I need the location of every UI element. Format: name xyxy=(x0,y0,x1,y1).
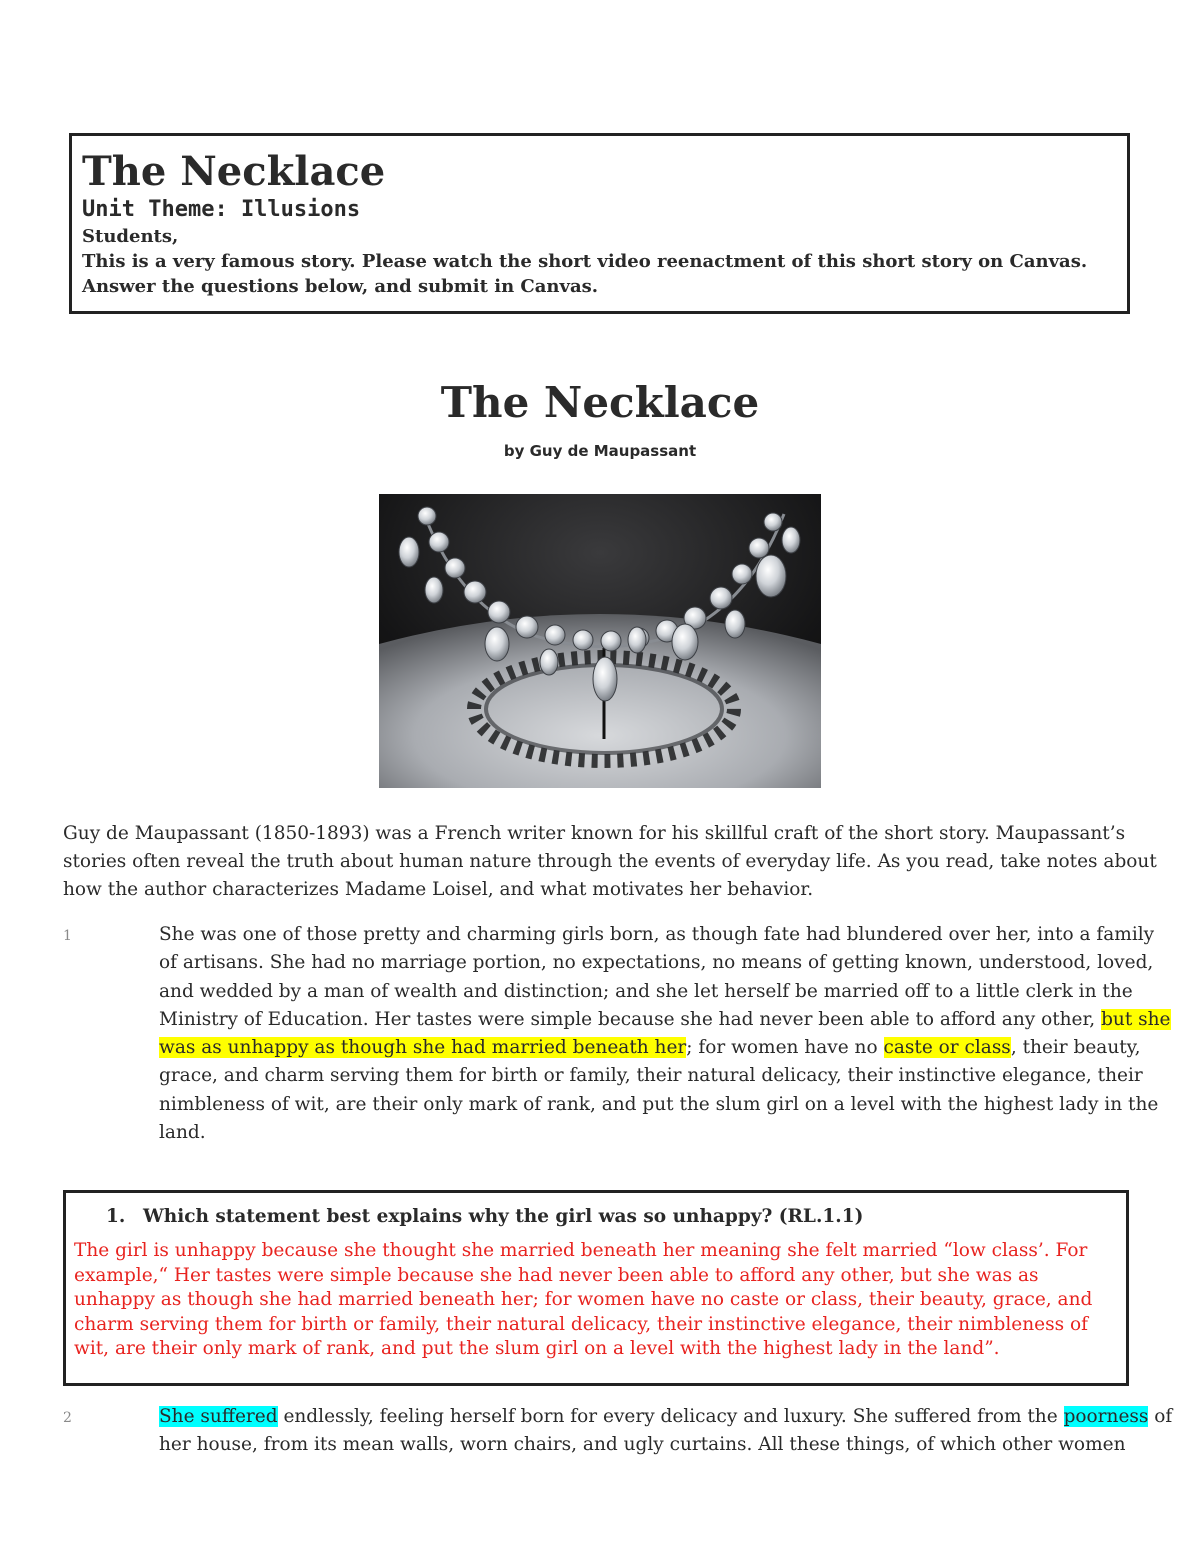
question-box xyxy=(63,1190,1129,1386)
paragraph-text: endlessly, feeling herself born for every delicacy and luxury. She suffered from the xyxy=(277,1406,1064,1427)
paragraph-number: 2 xyxy=(63,1410,72,1426)
story-title: The Necklace xyxy=(440,378,760,427)
highlight-cyan: poorness xyxy=(1063,1406,1149,1427)
header-title: The Necklace xyxy=(82,148,386,195)
highlight-yellow: caste or class xyxy=(883,1037,1011,1059)
necklace-photo-svg xyxy=(379,494,821,788)
question-prompt: Which statement best explains why the girl was so unhappy? (RL.1.1) xyxy=(143,1206,864,1227)
paragraph-text: of her house, from its mean walls, worn chairs, and ugly curtains. All these things, of which other women xyxy=(159,1406,1173,1456)
greeting: Students, xyxy=(82,226,179,247)
instructions: This is a very famous story. Please watch the short video reenactment of this short story on Canvas. Answer the questions below, and submit in Canvas. xyxy=(82,251,1088,297)
paragraph-number: 1 xyxy=(63,928,72,944)
answer-text[interactable]: The girl is unhappy because she thought she married beneath her meaning she felt married “low class’. For example,“ Her tastes were simple because she had never been able to afford any other, but she was as unhappy as though she had married beneath her; for women have no caste or class, their beauty, grace, and charm serving them for birth or family, their natural delicacy, their instinctive elegance, their nimbleness of wit, are their only mark of rank, and put the slum girl on a level with the highest lady in the land”. xyxy=(74,1240,1093,1359)
paragraph-text: ; for women have no xyxy=(686,1037,884,1059)
header-box xyxy=(69,133,1130,314)
highlight-yellow: but she was as unhappy as though she had married beneath her xyxy=(159,1008,1171,1059)
byline: by Guy de Maupassant xyxy=(503,442,697,460)
paragraph-text: , their beauty, grace, and charm serving them for birth or family, their natural delicacy, their instinctive elegance, their nimbleness of wit, are their only mark of rank, and put the slum girl on a level with the highest lady in the land. xyxy=(159,1037,1159,1144)
question-number: 1. xyxy=(106,1206,126,1227)
paragraph-2 xyxy=(159,1403,1174,1460)
unit-theme: Unit Theme: Illusions xyxy=(82,197,361,222)
question-text xyxy=(106,1203,1126,1231)
intro-paragraph: Guy de Maupassant (1850-1893) was a French writer known for his skillful craft of the short story. Maupassant’s stories often reveal the truth about human nature through the events of everyday life. As you read, take notes about how the author characterizes Madame Loisel, and what motivates her behavior. xyxy=(63,823,1157,900)
paragraph-1 xyxy=(159,921,1174,1147)
highlight-cyan: She suffered xyxy=(159,1406,278,1427)
paragraph-text: She was one of those pretty and charming girls born, as though fate had blundered over her, into a family of artisans. She had no marriage portion, no expectations, no means of getting known, understood, loved, and wedded by a man of wealth and distinction; and she let herself be married off to a little clerk in the Ministry of Education. Her tastes were simple because she had never been able to afford any other, xyxy=(159,924,1155,1030)
necklace-photo xyxy=(379,494,821,788)
